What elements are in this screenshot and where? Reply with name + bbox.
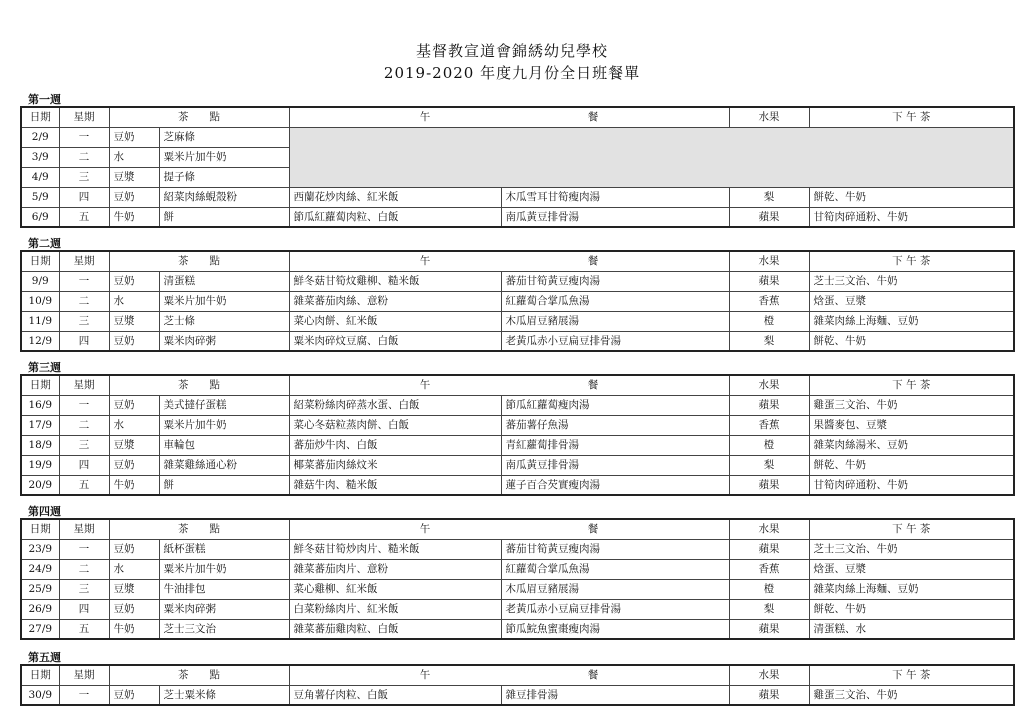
fruit-cell: 香蕉 — [729, 559, 809, 579]
fruit-cell: 梨 — [729, 599, 809, 619]
drink-cell: 豆漿 — [109, 435, 159, 455]
table-row — [21, 559, 1014, 579]
drink-cell: 豆奶 — [109, 599, 159, 619]
date-cell: 6/9 — [21, 207, 59, 227]
afternoon-tea-cell: 雜菜肉絲上海麵、豆奶 — [809, 311, 1014, 331]
header-weekday: 星期 — [59, 665, 109, 685]
afternoon-tea-cell: 果醬麥包、豆漿 — [809, 415, 1014, 435]
lunch-main-cell: 菜心雞柳、紅米飯 — [289, 579, 501, 599]
table-row — [21, 455, 1014, 475]
header-snack: 茶 點 — [109, 251, 289, 271]
fruit-cell: 梨 — [729, 331, 809, 351]
afternoon-tea-cell: 餅乾、牛奶 — [809, 331, 1014, 351]
weekday-cell: 四 — [59, 455, 109, 475]
lunch-soup-cell: 木瓜雪耳甘筍瘦肉湯 — [501, 187, 729, 207]
afternoon-tea-cell: 清蛋糕、水 — [809, 619, 1014, 639]
lunch-main-cell: 雜菜蕃茄肉絲、意粉 — [289, 291, 501, 311]
lunch-soup-cell: 木瓜眉豆豬展湯 — [501, 579, 729, 599]
lunch-soup-cell: 節瓜紅蘿蔔瘦肉湯 — [501, 395, 729, 415]
header-fruit: 水果 — [729, 665, 809, 685]
header-snack: 茶 點 — [109, 519, 289, 539]
date-cell: 26/9 — [21, 599, 59, 619]
weekday-cell: 一 — [59, 539, 109, 559]
afternoon-tea-cell: 雞蛋三文治、牛奶 — [809, 395, 1014, 415]
week-label: 第三週 — [28, 361, 61, 374]
header-date: 日期 — [21, 665, 59, 685]
date-cell: 27/9 — [21, 619, 59, 639]
snack-cell: 提子條 — [159, 167, 289, 187]
lunch-main-cell: 粟米肉碎炆豆腐、白飯 — [289, 331, 501, 351]
table-row — [21, 271, 1014, 291]
lunch-main-cell: 菜心肉餅、紅米飯 — [289, 311, 501, 331]
header-date: 日期 — [21, 375, 59, 395]
weekday-cell: 二 — [59, 291, 109, 311]
table-row — [21, 207, 1014, 227]
lunch-main-cell: 白菜粉絲肉片、紅米飯 — [289, 599, 501, 619]
snack-cell: 芝士三文治 — [159, 619, 289, 639]
lunch-soup-cell: 蕃茄甘筍黃豆瘦肉湯 — [501, 271, 729, 291]
table-row — [21, 331, 1014, 351]
drink-cell: 豆奶 — [109, 127, 159, 147]
lunch-soup-cell: 木瓜眉豆豬展湯 — [501, 311, 729, 331]
afternoon-tea-cell: 餅乾、牛奶 — [809, 187, 1014, 207]
weekday-cell: 三 — [59, 311, 109, 331]
weekday-cell: 二 — [59, 559, 109, 579]
week-menu-table — [20, 374, 1015, 496]
lunch-soup-cell: 紅蘿蔔合掌瓜魚湯 — [501, 559, 729, 579]
snack-cell: 美式撻仔蛋糕 — [159, 395, 289, 415]
school-name: 基督教宣道會錦綉幼兒學校 — [415, 42, 608, 60]
weekday-cell: 三 — [59, 167, 109, 187]
lunch-soup-cell: 蕃茄甘筍黃豆瘦肉湯 — [501, 539, 729, 559]
fruit-cell: 蘋果 — [729, 539, 809, 559]
table-header-row — [21, 519, 1014, 539]
drink-cell: 豆奶 — [109, 271, 159, 291]
week-label: 第一週 — [28, 93, 61, 106]
date-cell: 2/9 — [21, 127, 59, 147]
afternoon-tea-cell: 餅乾、牛奶 — [809, 455, 1014, 475]
lunch-soup-cell: 青紅蘿蔔排骨湯 — [501, 435, 729, 455]
table-row — [21, 685, 1014, 705]
afternoon-tea-cell: 芝士三文治、牛奶 — [809, 539, 1014, 559]
lunch-main-cell: 雜菜蕃茄雞肉粒、白飯 — [289, 619, 501, 639]
date-cell: 5/9 — [21, 187, 59, 207]
header-snack: 茶 點 — [109, 375, 289, 395]
header-weekday: 星期 — [59, 375, 109, 395]
weekday-cell: 五 — [59, 207, 109, 227]
date-cell: 19/9 — [21, 455, 59, 475]
lunch-soup-cell: 雜豆排骨湯 — [501, 685, 729, 705]
table-row — [21, 475, 1014, 495]
fruit-cell: 橙 — [729, 579, 809, 599]
snack-cell: 芝麻條 — [159, 127, 289, 147]
fruit-cell: 梨 — [729, 187, 809, 207]
fruit-cell: 蘋果 — [729, 207, 809, 227]
header-lunch: 午 餐 — [289, 519, 729, 539]
header-snack: 茶 點 — [109, 107, 289, 127]
date-cell: 9/9 — [21, 271, 59, 291]
lunch-main-cell: 豆角薯仔肉粒、白飯 — [289, 685, 501, 705]
snack-cell: 芝士條 — [159, 311, 289, 331]
afternoon-tea-cell: 芝士三文治、牛奶 — [809, 271, 1014, 291]
lunch-main-cell: 節瓜紅蘿蔔肉粒、白飯 — [289, 207, 501, 227]
lunch-main-cell: 鮮冬菇甘筍炆雞柳、糙米飯 — [289, 271, 501, 291]
table-row — [21, 127, 1014, 147]
weekday-cell: 一 — [59, 685, 109, 705]
week-menu-table — [20, 664, 1015, 706]
snack-cell: 粟米片加牛奶 — [159, 147, 289, 167]
week-label: 第二週 — [28, 237, 61, 250]
drink-cell: 牛奶 — [109, 475, 159, 495]
snack-cell: 粟米片加牛奶 — [159, 291, 289, 311]
lunch-soup-cell: 老黃瓜赤小豆扁豆排骨湯 — [501, 331, 729, 351]
weekday-cell: 二 — [59, 415, 109, 435]
date-cell: 23/9 — [21, 539, 59, 559]
weekday-cell: 五 — [59, 619, 109, 639]
header-fruit: 水果 — [729, 251, 809, 271]
lunch-main-cell: 紹菜粉絲肉碎蒸水蛋、白飯 — [289, 395, 501, 415]
table-header-row — [21, 665, 1014, 685]
fruit-cell: 橙 — [729, 311, 809, 331]
date-cell: 10/9 — [21, 291, 59, 311]
header-fruit: 水果 — [729, 375, 809, 395]
table-header-row — [21, 375, 1014, 395]
snack-cell: 粟米片加牛奶 — [159, 415, 289, 435]
lunch-soup-cell: 南瓜黃豆排骨湯 — [501, 207, 729, 227]
weekday-cell: 四 — [59, 599, 109, 619]
week-menu-table — [20, 518, 1015, 640]
lunch-main-cell: 椰菜蕃茄肉絲炆米 — [289, 455, 501, 475]
snack-cell: 雜菜雞絲通心粉 — [159, 455, 289, 475]
drink-cell: 水 — [109, 559, 159, 579]
date-cell: 16/9 — [21, 395, 59, 415]
snack-cell: 紙杯蛋糕 — [159, 539, 289, 559]
snack-cell: 餅 — [159, 475, 289, 495]
afternoon-tea-cell: 餅乾、牛奶 — [809, 599, 1014, 619]
table-row — [21, 187, 1014, 207]
date-cell: 11/9 — [21, 311, 59, 331]
header-fruit: 水果 — [729, 107, 809, 127]
snack-cell: 粟米肉碎粥 — [159, 599, 289, 619]
snack-cell: 餅 — [159, 207, 289, 227]
week-label: 第四週 — [28, 505, 61, 518]
table-row — [21, 435, 1014, 455]
header-date: 日期 — [21, 107, 59, 127]
header-lunch: 午 餐 — [289, 251, 729, 271]
lunch-main-cell: 雜菜蕃茄肉片、意粉 — [289, 559, 501, 579]
snack-cell: 粟米片加牛奶 — [159, 559, 289, 579]
weekday-cell: 一 — [59, 395, 109, 415]
snack-cell: 牛油排包 — [159, 579, 289, 599]
table-row — [21, 619, 1014, 639]
afternoon-tea-cell: 焓蛋、豆漿 — [809, 559, 1014, 579]
drink-cell: 牛奶 — [109, 619, 159, 639]
no-lunch-shaded-area — [289, 127, 1014, 187]
week-menu-table — [20, 106, 1015, 228]
date-cell: 25/9 — [21, 579, 59, 599]
lunch-soup-cell: 節瓜鯇魚蜜棗瘦肉湯 — [501, 619, 729, 639]
drink-cell: 豆漿 — [109, 311, 159, 331]
afternoon-tea-cell: 焓蛋、豆漿 — [809, 291, 1014, 311]
fruit-cell: 蘋果 — [729, 685, 809, 705]
header-afternoon-tea: 下 午 茶 — [809, 251, 1014, 271]
weekday-cell: 四 — [59, 331, 109, 351]
fruit-cell: 蘋果 — [729, 271, 809, 291]
table-header-row — [21, 251, 1014, 271]
lunch-soup-cell: 老黃瓜赤小豆扁豆排骨湯 — [501, 599, 729, 619]
header-afternoon-tea: 下 午 茶 — [809, 665, 1014, 685]
weekday-cell: 一 — [59, 127, 109, 147]
fruit-cell: 香蕉 — [729, 291, 809, 311]
fruit-cell: 香蕉 — [729, 415, 809, 435]
table-row — [21, 415, 1014, 435]
drink-cell: 水 — [109, 147, 159, 167]
afternoon-tea-cell: 甘筍肉碎通粉、牛奶 — [809, 207, 1014, 227]
header-fruit: 水果 — [729, 519, 809, 539]
drink-cell: 水 — [109, 291, 159, 311]
table-row — [21, 395, 1014, 415]
date-cell: 30/9 — [21, 685, 59, 705]
snack-cell: 紹菜肉絲蜆殼粉 — [159, 187, 289, 207]
header-date: 日期 — [21, 251, 59, 271]
header-afternoon-tea: 下 午 茶 — [809, 107, 1014, 127]
table-header-row — [21, 107, 1014, 127]
weekday-cell: 一 — [59, 271, 109, 291]
drink-cell: 豆奶 — [109, 395, 159, 415]
fruit-cell: 蘋果 — [729, 395, 809, 415]
weekday-cell: 三 — [59, 579, 109, 599]
lunch-main-cell: 菜心冬菇粒蒸肉餅、白飯 — [289, 415, 501, 435]
drink-cell: 豆奶 — [109, 455, 159, 475]
drink-cell: 豆漿 — [109, 167, 159, 187]
drink-cell: 豆奶 — [109, 187, 159, 207]
lunch-main-cell: 西蘭花炒肉絲、紅米飯 — [289, 187, 501, 207]
drink-cell: 豆奶 — [109, 539, 159, 559]
header-lunch: 午 餐 — [289, 665, 729, 685]
header-lunch: 午 餐 — [289, 375, 729, 395]
lunch-main-cell: 鮮冬菇甘筍炒肉片、糙米飯 — [289, 539, 501, 559]
header-date: 日期 — [21, 519, 59, 539]
lunch-soup-cell: 蕃茄薯仔魚湯 — [501, 415, 729, 435]
drink-cell: 豆奶 — [109, 685, 159, 705]
week-label: 第五週 — [28, 651, 61, 664]
header-afternoon-tea: 下 午 茶 — [809, 519, 1014, 539]
table-row — [21, 291, 1014, 311]
afternoon-tea-cell: 甘筍肉碎通粉、牛奶 — [809, 475, 1014, 495]
header-weekday: 星期 — [59, 251, 109, 271]
lunch-soup-cell: 紅蘿蔔合掌瓜魚湯 — [501, 291, 729, 311]
fruit-cell: 梨 — [729, 455, 809, 475]
table-row — [21, 599, 1014, 619]
header-weekday: 星期 — [59, 107, 109, 127]
date-cell: 4/9 — [21, 167, 59, 187]
header-lunch: 午 餐 — [289, 107, 729, 127]
header-afternoon-tea: 下 午 茶 — [809, 375, 1014, 395]
fruit-cell: 橙 — [729, 435, 809, 455]
header-snack: 茶 點 — [109, 665, 289, 685]
date-cell: 20/9 — [21, 475, 59, 495]
table-row — [21, 579, 1014, 599]
lunch-main-cell: 雜菇牛肉、糙米飯 — [289, 475, 501, 495]
date-cell: 24/9 — [21, 559, 59, 579]
afternoon-tea-cell: 雜菜肉絲上海麵、豆奶 — [809, 579, 1014, 599]
drink-cell: 豆漿 — [109, 579, 159, 599]
weekday-cell: 二 — [59, 147, 109, 167]
drink-cell: 牛奶 — [109, 207, 159, 227]
afternoon-tea-cell: 雜菜肉絲湯米、豆奶 — [809, 435, 1014, 455]
snack-cell: 車輪包 — [159, 435, 289, 455]
fruit-cell: 蘋果 — [729, 475, 809, 495]
drink-cell: 水 — [109, 415, 159, 435]
date-cell: 18/9 — [21, 435, 59, 455]
date-cell: 3/9 — [21, 147, 59, 167]
date-cell: 17/9 — [21, 415, 59, 435]
snack-cell: 芝士粟米條 — [159, 685, 289, 705]
snack-cell: 粟米肉碎粥 — [159, 331, 289, 351]
weekday-cell: 四 — [59, 187, 109, 207]
header-weekday: 星期 — [59, 519, 109, 539]
lunch-soup-cell: 蓮子百合芡實瘦肉湯 — [501, 475, 729, 495]
drink-cell: 豆奶 — [109, 331, 159, 351]
table-row — [21, 311, 1014, 331]
date-cell: 12/9 — [21, 331, 59, 351]
afternoon-tea-cell: 雞蛋三文治、牛奶 — [809, 685, 1014, 705]
table-row — [21, 539, 1014, 559]
snack-cell: 清蛋糕 — [159, 271, 289, 291]
weekday-cell: 三 — [59, 435, 109, 455]
fruit-cell: 蘋果 — [729, 619, 809, 639]
lunch-soup-cell: 南瓜黃豆排骨湯 — [501, 455, 729, 475]
weekday-cell: 五 — [59, 475, 109, 495]
week-menu-table — [20, 250, 1015, 352]
lunch-main-cell: 蕃茄炒牛肉、白飯 — [289, 435, 501, 455]
menu-title: 2019-2020 年度九月份全日班餐單 — [383, 64, 641, 82]
